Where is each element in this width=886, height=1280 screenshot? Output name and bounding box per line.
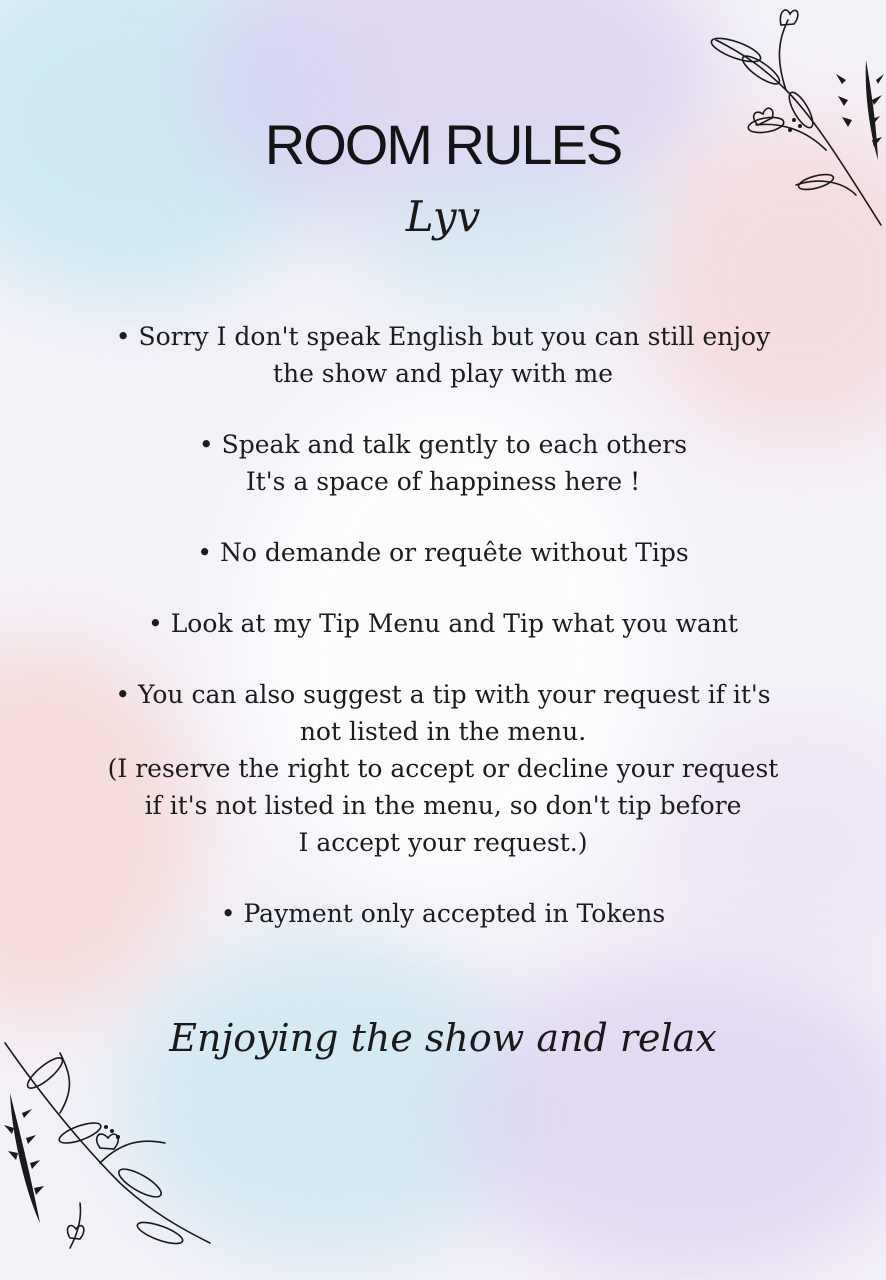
rule-line: the show and play with me: [272, 359, 614, 388]
rule-line: if it's not listed in the menu, so don't tip before: [144, 791, 742, 820]
rule-line: It's a space of happiness here !: [245, 467, 641, 496]
rule-item: [60, 534, 826, 571]
rule-line: not listed in the menu.: [299, 717, 587, 746]
rule-line: (I reserve the right to accept or decline your request: [107, 754, 779, 783]
rule-item: [60, 318, 826, 392]
page-title: ROOM RULES: [264, 113, 622, 176]
rule-item: [60, 426, 826, 500]
rule-item: [60, 605, 826, 642]
rule-line: • Sorry I don't speak English but you can still enjoy: [115, 322, 771, 351]
closing-message: Enjoying the show and relax: [169, 1016, 717, 1060]
rule-line: • Payment only accepted in Tokens: [220, 899, 666, 928]
rules-list: [60, 318, 826, 966]
rule-item: [60, 676, 826, 861]
rule-line: • No demande or requête without Tips: [197, 538, 689, 567]
rule-line: I accept your request.): [298, 828, 588, 857]
rule-line: • You can also suggest a tip with your request if it's: [115, 680, 771, 709]
model-name: Lyv: [405, 192, 481, 241]
rule-item: [60, 895, 826, 932]
rule-line: • Look at my Tip Menu and Tip what you want: [148, 609, 738, 638]
rule-line: • Speak and talk gently to each others: [198, 430, 688, 459]
